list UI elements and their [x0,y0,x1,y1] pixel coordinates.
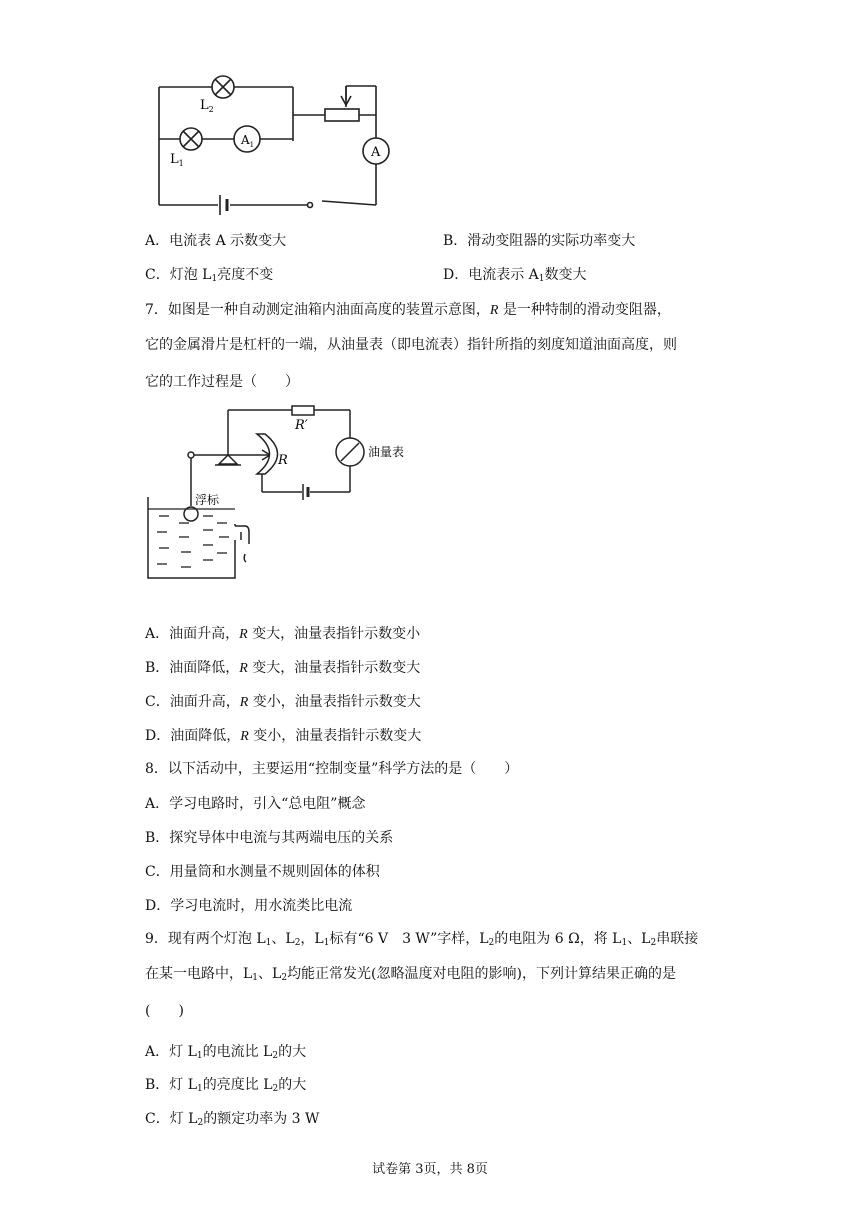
q7-option-d: D．油面降低，R 变小，油量表指针示数变大 [145,728,422,744]
q6-option-a: A．电流表 A 示数变大 [145,233,287,249]
float-label: 浮标 [195,493,220,507]
q7-option-b: B．油面降低，R 变大，油量表指针示数变大 [145,660,421,676]
oil-gauge-diagram [145,402,425,582]
circuit-diagram-1 [150,74,395,220]
q6-option-c: C．灯泡 $L_1$亮度不变 [145,267,274,284]
q7-option-a: A．油面升高，R 变大，油量表指针示数变小 [145,626,421,642]
r-prime-label: R′ [295,418,308,433]
q7-option-c: C．油面升高，R 变小，油量表指针示数变大 [145,694,421,710]
q7-stem-line-3: 它的工作过程是（ ） [145,374,299,390]
q8-stem: 8．以下活动中，主要运用“控制变量”科学方法的是（ ） [145,761,519,777]
page-footer: 试卷第 3页，共 8页 [372,1162,488,1177]
q6-option-b: B．滑动变阻器的实际功率变大 [443,233,636,249]
q9-option-c: C．灯 $L_2$的额定功率为 3 W [145,1111,320,1128]
q9-stem-line-1: 9．现有两个灯泡 $L_1$、$L_2$，$L_1$标有“6 V 3 W”字样，$L_2$的电阻为 6 Ω，将 $L_1$、$L_2$串联接 [145,931,699,948]
q9-stem-line-3: ( ) [145,1003,184,1019]
q9-stem-line-2: 在某一电路中，$L_1$、$L_2$均能正常发光(忽略温度对电阻的影响)，下列计算结果正确的是 [145,966,676,983]
a-label: A [371,145,381,160]
a1-label: $A_1$ [241,133,255,149]
meter-label: 油量表 [368,445,405,459]
q6-option-d: D．电流表示 $A_1$数变大 [443,267,587,284]
q7-stem-line-1: 7．如图是一种自动测定油箱内油面高度的装置示意图，R 是一种特制的滑动变阻器， [145,302,671,318]
q8-option-b: B．探究导体中电流与其两端电压的关系 [145,830,394,846]
l2-label: $L_2$ [200,98,214,114]
q7-stem-line-2: 它的金属滑片是杠杆的一端，从油量表（即电流表）指针所指的刻度知道油面高度，则 [145,337,677,353]
r-label: R [278,453,288,468]
q9-option-b: B．灯 $L_1$的亮度比 $L_2$的大 [145,1077,307,1094]
q8-option-a: A．学习电路时，引入“总电阻”概念 [145,796,366,812]
lamp-l1-icon [180,128,202,150]
l1-label: $L_1$ [170,152,184,168]
lamp-l2-icon [212,76,234,98]
q8-option-d: D．学习电流时，用水流类比电流 [145,898,353,914]
q8-option-c: C．用量筒和水测量不规则固体的体积 [145,864,380,880]
q9-option-a: A．灯 $L_1$的电流比 $L_2$的大 [145,1044,307,1061]
